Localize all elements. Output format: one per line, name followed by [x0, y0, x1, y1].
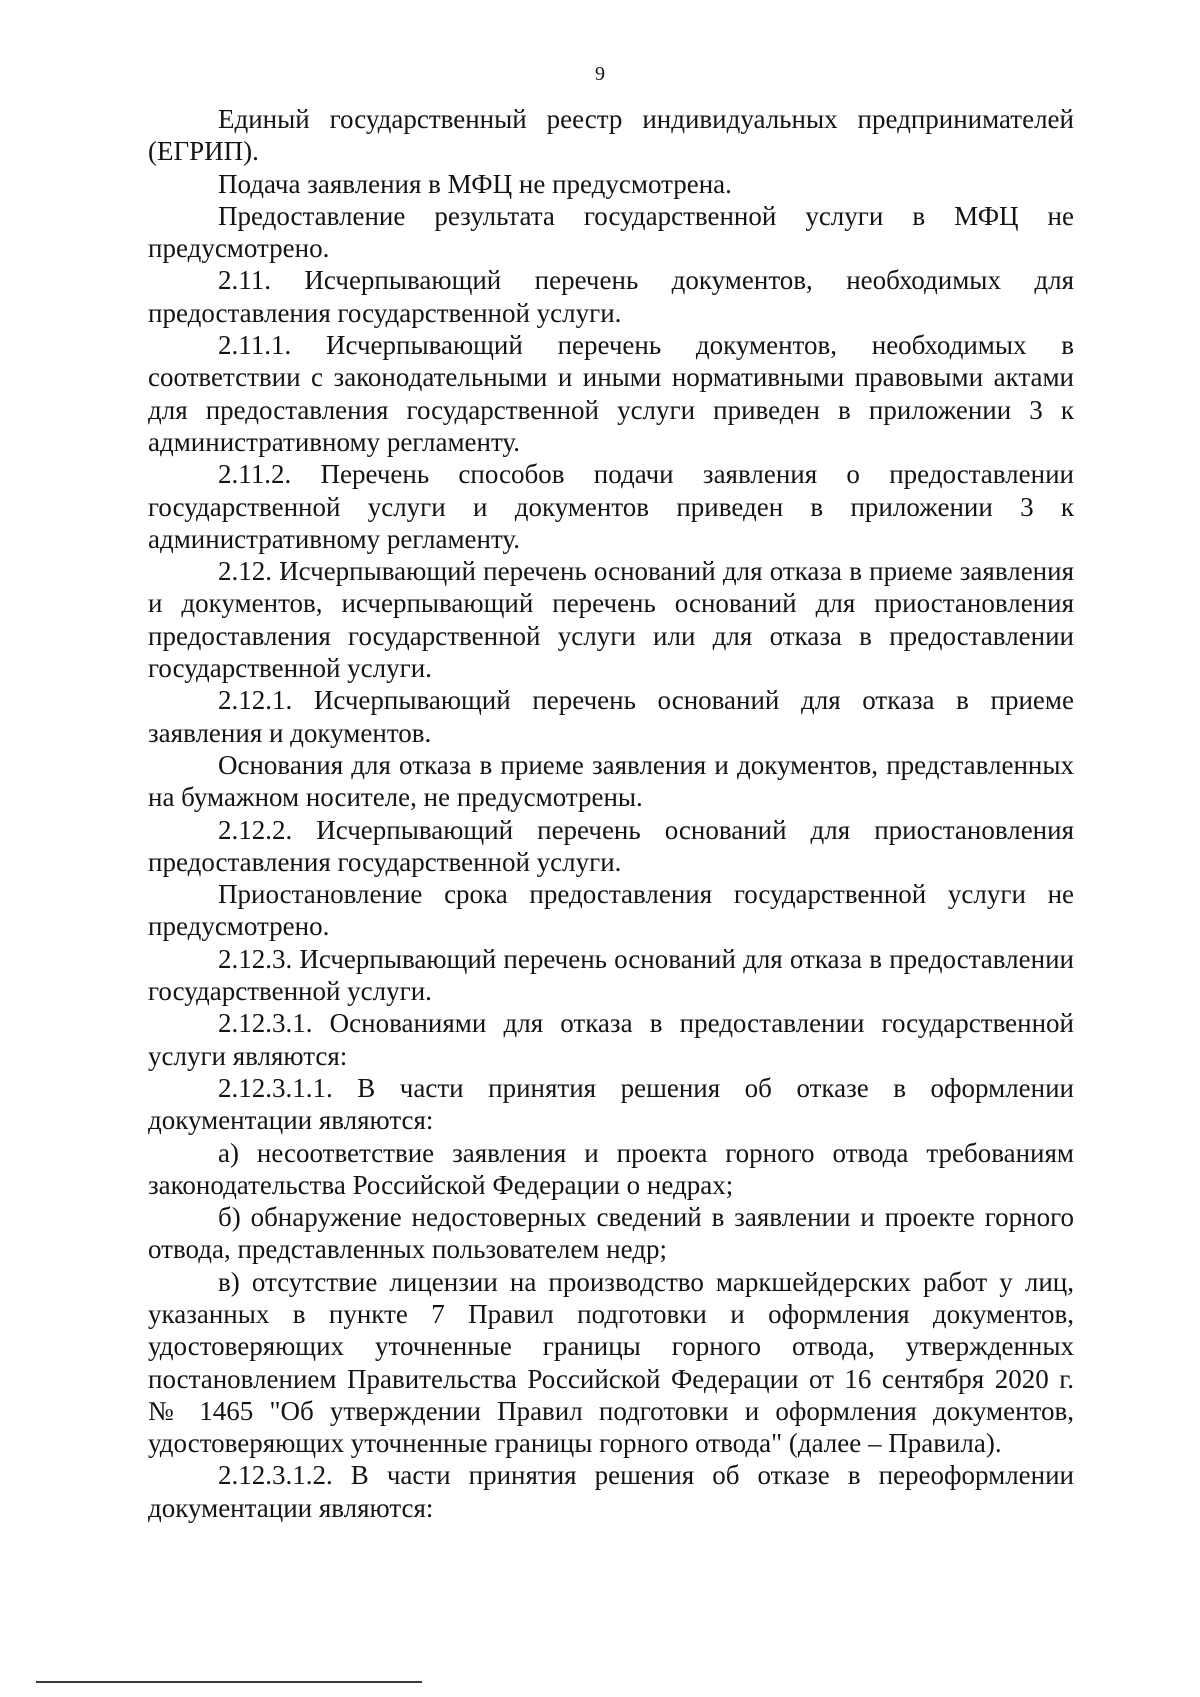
paragraph-suspension: Приостановление срока предоставления государственной услуги не предусмотрено. — [148, 879, 1074, 942]
document-body — [148, 103, 1074, 1524]
paragraph-2-12-3-1-1: 2.12.3.1.1. В части принятия решения об отказе в оформлении документации являются: — [148, 1072, 1074, 1136]
page-number: 9 — [595, 63, 605, 85]
paragraph-2-12: 2.12. Исчерпывающий перечень оснований для отказа в приеме заявления и документов, исчерпывающий перечень оснований для приостановления предоставления государственной услуги или для отказа в предоставлении государственной услуги. — [148, 556, 1074, 684]
paragraph-2-12-3-1: 2.12.3.1. Основаниями для отказа в предоставлении государственной услуги являются: — [148, 1008, 1074, 1071]
list-item-v: в) отсутствие лицензии на производство маркшейдерских работ у лиц, указанных в пункте 7 Правил подготовки и оформления документов, удостоверяющих уточненные границы горного отвода, утвержденных постановлением Правительства Российской Федерации от 16 сентября 2020 г. № 1465 "Об утверждении Правил подготовки и оформления документов, удостоверяющих уточненные границы горного отвода" (далее – Правила). — [148, 1266, 1074, 1459]
paragraph-2-12-2: 2.12.2. Исчерпывающий перечень оснований для приостановления предоставления государственной услуги. — [148, 814, 1074, 877]
paragraph-2-12-1: 2.12.1. Исчерпывающий перечень оснований для отказа в приеме заявления и документов. — [148, 685, 1074, 748]
footer-divider — [36, 1681, 422, 1683]
list-item-a: а) несоответствие заявления и проекта горного отвода требованиям законодательства Российской Федерации о недрах; — [148, 1137, 1074, 1200]
paragraph-2-11-1: 2.11.1. Исчерпывающий перечень документов, необходимых в соответствии с законодательными и иными нормативными правовыми актами для предоставления государственной услуги приведен в приложении 3 к административному регламенту. — [148, 330, 1074, 457]
paragraph-refusal-grounds: Основания для отказа в приеме заявления и документов, представленных на бумажном носителе, не предусмотрены. — [148, 749, 1074, 813]
list-item-b: б) обнаружение недостоверных сведений в заявлении и проекте горного отвода, представленных пользователем недр; — [148, 1202, 1074, 1265]
paragraph-2-12-3: 2.12.3. Исчерпывающий перечень оснований для отказа в предоставлении государственной услуги. — [148, 943, 1074, 1007]
paragraph-egrip: Единый государственный реестр индивидуальных предпринимателей (ЕГРИП). — [148, 104, 1074, 167]
paragraph-mfc-submission: Подача заявления в МФЦ не предусмотрена. — [218, 168, 732, 199]
paragraph-mfc-result: Предоставление результата государственной услуги в МФЦ не предусмотрено. — [148, 200, 1074, 264]
paragraph-2-11: 2.11. Исчерпывающий перечень документов, необходимых для предоставления государственной услуги. — [148, 265, 1074, 328]
paragraph-2-12-3-1-2: 2.12.3.1.2. В части принятия решения об отказе в переоформлении документации являются: — [148, 1460, 1074, 1523]
paragraph-2-11-2: 2.11.2. Перечень способов подачи заявления о предоставлении государственной услуги и документов приведен в приложении 3 к административному регламенту. — [148, 459, 1074, 554]
